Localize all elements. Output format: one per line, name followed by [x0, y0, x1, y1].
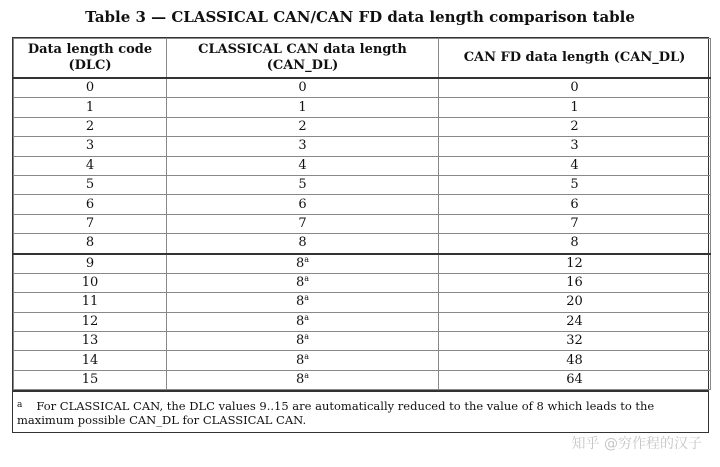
footnote-ref: a	[304, 274, 310, 284]
cell-can-fd-dl: 8	[439, 234, 711, 254]
table-row	[14, 156, 711, 175]
table-row	[14, 214, 711, 233]
cell-dlc: 13	[14, 332, 167, 351]
cell-dlc: 10	[14, 273, 167, 292]
table-title: Table 3 — CLASSICAL CAN/CAN FD data length comparison table	[85, 8, 635, 26]
cell-dlc: 14	[14, 351, 167, 370]
table-row	[14, 117, 711, 136]
cell-can-fd-dl: 3	[439, 137, 711, 156]
classical-value: 4	[298, 157, 307, 173]
cell-dlc: 2	[14, 117, 167, 136]
cell-classical-can-dl	[167, 137, 439, 156]
table-row	[14, 273, 711, 292]
cell-dlc: 8	[14, 234, 167, 254]
cell-dlc: 0	[14, 78, 167, 98]
classical-value: 5	[298, 177, 307, 193]
classical-value: 8	[295, 255, 305, 271]
table-row	[14, 293, 711, 312]
cell-dlc: 3	[14, 137, 167, 156]
cell-dlc: 12	[14, 312, 167, 331]
table-row	[14, 137, 711, 156]
classical-value: 3	[298, 138, 307, 154]
classical-value: 6	[298, 196, 307, 212]
watermark: 知乎 @穷作程的汉子	[571, 436, 702, 452]
cell-classical-can-dl	[167, 273, 439, 292]
table-row	[14, 195, 711, 214]
table-row	[14, 254, 711, 274]
table-footnote	[13, 390, 708, 432]
footnote-ref: a	[304, 332, 310, 342]
classical-value: 8	[295, 313, 305, 329]
footnote-ref: a	[304, 254, 310, 264]
classical-value: 8	[295, 275, 305, 291]
cell-dlc: 7	[14, 214, 167, 233]
footnote-text: For CLASSICAL CAN, the DLC values 9..15 are automatically reduced to the value of 8 which leads to the maximum possible CAN_DL for CLASSICAL CAN.	[17, 399, 655, 428]
classical-value: 8	[295, 372, 305, 388]
cell-classical-can-dl	[167, 234, 439, 254]
cell-classical-can-dl	[167, 175, 439, 194]
cell-classical-can-dl	[167, 98, 439, 117]
cell-dlc: 5	[14, 175, 167, 194]
table-row	[14, 98, 711, 117]
header-classical-can-dl: CLASSICAL CAN data length (CAN_DL)	[167, 39, 439, 79]
table-row	[14, 312, 711, 331]
cell-can-fd-dl: 64	[439, 370, 711, 389]
cell-classical-can-dl	[167, 156, 439, 175]
header-dlc: Data length code (DLC)	[14, 39, 167, 79]
cell-dlc: 9	[14, 254, 167, 274]
header-row	[14, 39, 711, 79]
footnote-ref: a	[304, 312, 310, 322]
cell-can-fd-dl: 32	[439, 332, 711, 351]
cell-dlc: 4	[14, 156, 167, 175]
cell-classical-can-dl	[167, 370, 439, 389]
cell-classical-can-dl	[167, 78, 439, 98]
cell-can-fd-dl: 0	[439, 78, 711, 98]
footnote-ref: a	[304, 351, 310, 361]
table-row	[14, 351, 711, 370]
table-row	[14, 332, 711, 351]
cell-classical-can-dl	[167, 214, 439, 233]
classical-value: 8	[295, 352, 305, 368]
table-row	[14, 175, 711, 194]
cell-can-fd-dl: 6	[439, 195, 711, 214]
classical-value: 8	[298, 235, 307, 251]
cell-classical-can-dl	[167, 117, 439, 136]
cell-classical-can-dl	[167, 332, 439, 351]
cell-can-fd-dl: 48	[439, 351, 711, 370]
classical-value: 0	[298, 80, 307, 96]
cell-classical-can-dl	[167, 312, 439, 331]
cell-can-fd-dl: 2	[439, 117, 711, 136]
cell-can-fd-dl: 16	[439, 273, 711, 292]
cell-dlc: 15	[14, 370, 167, 389]
table-row	[14, 78, 711, 98]
footnote-mark: a	[17, 400, 23, 411]
cell-dlc: 6	[14, 195, 167, 214]
cell-can-fd-dl: 4	[439, 156, 711, 175]
table-body	[14, 78, 711, 390]
cell-can-fd-dl: 7	[439, 214, 711, 233]
classical-value: 2	[298, 118, 307, 134]
cell-classical-can-dl	[167, 293, 439, 312]
cell-can-fd-dl: 1	[439, 98, 711, 117]
cell-classical-can-dl	[167, 195, 439, 214]
cell-can-fd-dl: 5	[439, 175, 711, 194]
classical-value: 1	[298, 99, 307, 115]
footnote-ref: a	[304, 371, 310, 381]
cell-classical-can-dl	[167, 254, 439, 274]
classical-value: 7	[298, 215, 307, 231]
cell-can-fd-dl: 20	[439, 293, 711, 312]
cell-can-fd-dl: 12	[439, 254, 711, 274]
cell-can-fd-dl: 24	[439, 312, 711, 331]
comparison-table	[12, 37, 709, 433]
footnote-ref: a	[304, 293, 310, 303]
cell-dlc: 11	[14, 293, 167, 312]
cell-dlc: 1	[14, 98, 167, 117]
classical-value: 8	[295, 294, 305, 310]
header-can-fd-dl: CAN FD data length (CAN_DL)	[439, 39, 711, 79]
dlc-table	[13, 38, 711, 390]
cell-classical-can-dl	[167, 351, 439, 370]
classical-value: 8	[295, 333, 305, 349]
table-row	[14, 234, 711, 254]
table-row	[14, 370, 711, 389]
